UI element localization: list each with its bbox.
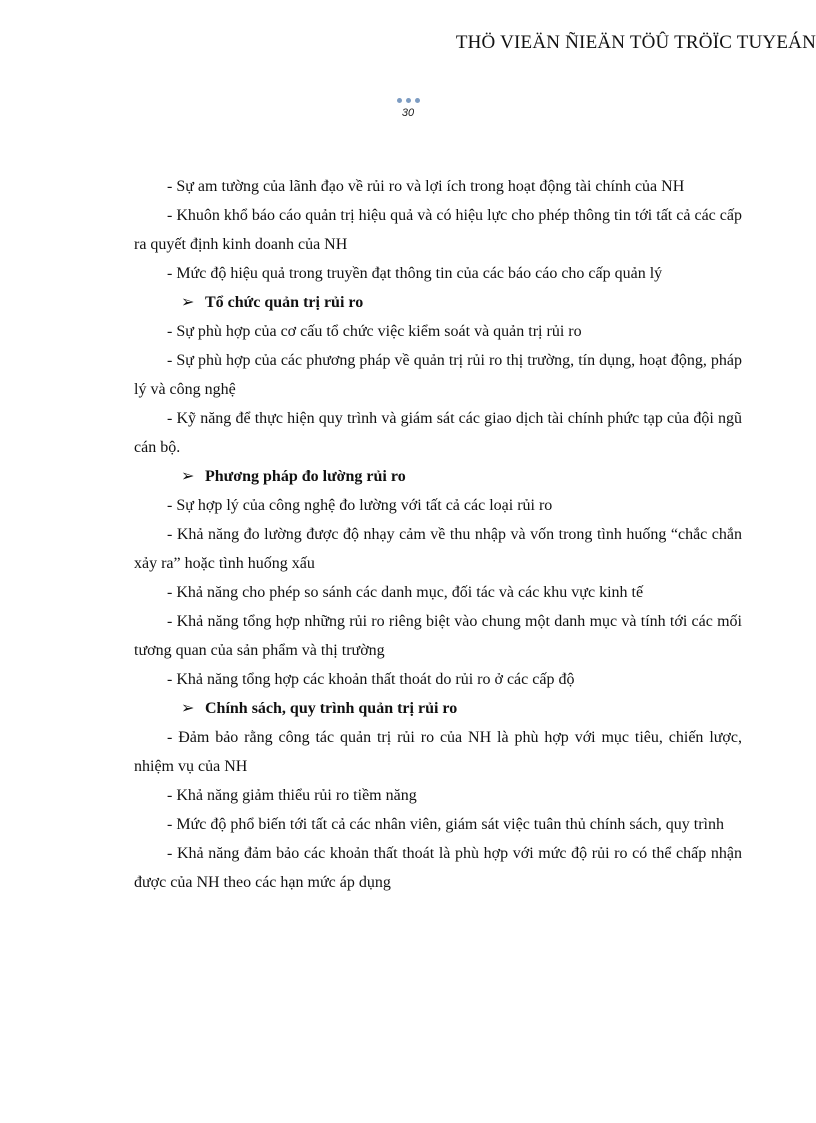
- arrow-bullet-icon: ➢: [181, 468, 195, 485]
- paragraph: - Sự am tường của lãnh đạo về rủi ro và lợi ích trong hoạt động tài chính của NH: [167, 178, 685, 195]
- paragraph: - Mức độ phổ biến tới tất cả các nhân viên, giám sát việc tuân thủ chính sách, quy trình: [167, 816, 724, 833]
- paragraph: - Khả năng giảm thiểu rủi ro tiềm năng: [167, 787, 417, 804]
- paragraph: - Sự hợp lý của công nghệ đo lường với tất cả các loại rủi ro: [167, 497, 553, 514]
- page-number-ornament: [0, 90, 816, 119]
- ornament-dot: [406, 98, 411, 103]
- ornament-dot: [397, 98, 402, 103]
- section-heading: [134, 694, 742, 723]
- paragraph: - Kỹ năng để thực hiện quy trình và giám sát các giao dịch tài chính phức tạp của đội ngũ cán bộ.: [134, 410, 742, 456]
- section-heading: [134, 288, 742, 317]
- paragraph: - Mức độ hiệu quả trong truyền đạt thông tin của các báo cáo cho cấp quản lý: [167, 265, 663, 282]
- document-body: [134, 172, 742, 897]
- paragraph: - Khả năng tổng hợp các khoản thất thoát do rủi ro ở các cấp độ: [167, 671, 575, 688]
- header-title: THÖ VIEÄN ÑIEÄN TÖÛ TRÖÏC TUYEÁN: [455, 32, 816, 53]
- ornament-dot: [415, 98, 420, 103]
- paragraph: - Khả năng đo lường được độ nhạy cảm về thu nhập và vốn trong tình huống “chắc chắn xảy ra” hoặc tình huống xấu: [134, 526, 742, 572]
- paragraph: - Khả năng tổng hợp những rủi ro riêng biệt vào chung một danh mục và tính tới các mối tương quan của sản phẩm và thị trường: [134, 613, 742, 659]
- page-number: 30: [401, 107, 415, 119]
- paragraph: - Sự phù hợp của các phương pháp về quản trị rủi ro thị trường, tín dụng, hoạt động, pháp lý và công nghệ: [134, 352, 742, 398]
- section-heading-text: Phương pháp đo lường rủi ro: [205, 468, 406, 485]
- section-heading-text: Tổ chức quản trị rủi ro: [205, 294, 364, 311]
- paragraph: - Khuôn khổ báo cáo quản trị hiệu quả và có hiệu lực cho phép thông tin tới tất cả các cấp ra quyết định kinh doanh của NH: [134, 207, 742, 253]
- paragraph: - Đảm bảo rằng công tác quản trị rủi ro của NH là phù hợp với mục tiêu, chiến lược, nhiệm vụ của NH: [134, 729, 742, 775]
- section-heading: [134, 462, 742, 491]
- paragraph: - Khả năng đảm bảo các khoản thất thoát là phù hợp với mức độ rủi ro có thể chấp nhận được của NH theo các hạn mức áp dụng: [134, 845, 742, 891]
- arrow-bullet-icon: ➢: [181, 294, 195, 311]
- paragraph: - Khả năng cho phép so sánh các danh mục, đối tác và các khu vực kinh tế: [167, 584, 644, 601]
- paragraph: - Sự phù hợp của cơ cấu tổ chức việc kiểm soát và quản trị rủi ro: [167, 323, 582, 340]
- arrow-bullet-icon: ➢: [181, 700, 195, 717]
- section-heading-text: Chính sách, quy trình quản trị rủi ro: [205, 700, 458, 717]
- ornament-dots: [397, 98, 420, 103]
